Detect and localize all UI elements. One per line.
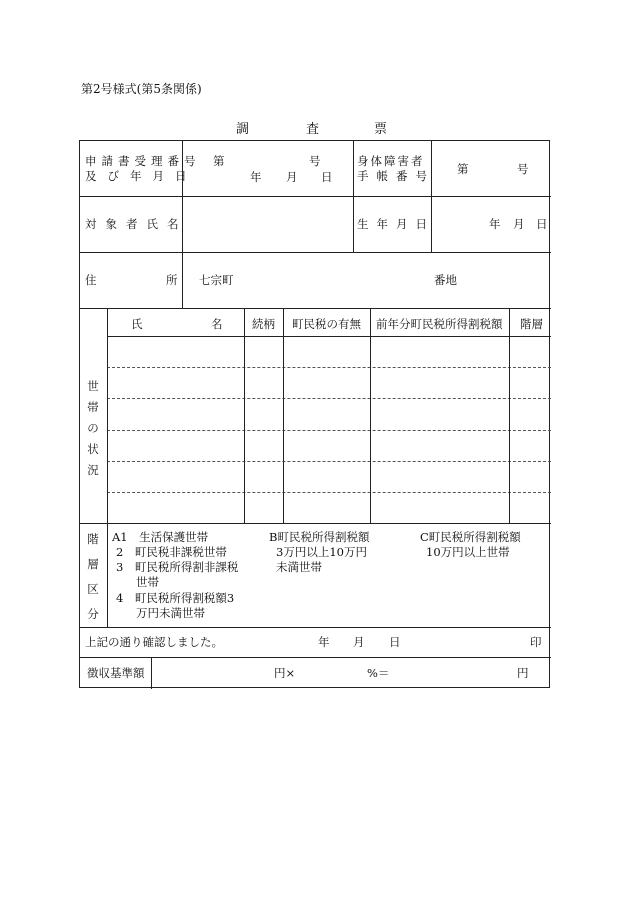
subject-name-label: 対象者氏名 <box>85 217 188 231</box>
header-name-a: 氏 <box>131 317 143 331</box>
collection-percent-eq: %＝ <box>367 666 390 680</box>
col-divider <box>509 308 510 523</box>
receipt-label-line1: 申請書受理番号 <box>85 154 201 168</box>
tier-a2: 2 町民税非課税世帯 <box>116 545 227 559</box>
tier-side-label: 階層区分 <box>87 532 99 621</box>
tier-b-line2: 3万円以上10万円 <box>276 545 367 559</box>
tier-a1: A1 生活保護世帯 <box>112 530 209 544</box>
address-label-a: 住 <box>85 273 97 287</box>
tier-b-line3: 未満世帯 <box>276 560 322 574</box>
survey-table <box>79 140 550 688</box>
receipt-year: 年 <box>250 170 262 184</box>
tier-a3-line1: 3 町民税所得割非課税 <box>116 560 239 574</box>
col-divider <box>151 657 152 689</box>
header-name-b: 名 <box>211 317 223 331</box>
title-char-2: 査 <box>306 122 320 137</box>
confirm-day: 日 <box>389 635 401 649</box>
row-divider <box>80 523 551 524</box>
receipt-label-line2: 及び年月日 <box>85 169 198 183</box>
collection-yen: 円 <box>517 666 529 680</box>
col-divider <box>431 141 432 252</box>
row-divider <box>80 196 551 197</box>
dashed-row-divider <box>107 430 551 431</box>
confirm-text: 上記の通り確認しました。 <box>85 635 223 649</box>
address-label-b: 所 <box>166 273 178 287</box>
collection-yen-times: 円× <box>274 666 296 680</box>
confirm-month: 月 <box>353 635 365 649</box>
row-divider <box>80 252 551 253</box>
collection-label: 徴収基準額 <box>87 666 145 680</box>
header-prev-tax: 前年分町民税所得割税額 <box>376 317 503 331</box>
confirm-year: 年 <box>318 635 330 649</box>
col-divider <box>107 308 108 627</box>
birth-day: 日 <box>536 217 548 231</box>
disability-label-line1: 身体障害者 <box>357 154 425 168</box>
address-town: 七宗町 <box>199 273 234 287</box>
dashed-row-divider <box>107 367 551 368</box>
dashed-row-divider <box>107 398 551 399</box>
seal-mark: 印 <box>530 635 542 649</box>
header-tier: 階層 <box>520 317 543 331</box>
dashed-row-divider <box>107 461 551 462</box>
title-char-1: 調 <box>236 122 250 137</box>
col-divider <box>370 308 371 523</box>
birth-month: 月 <box>513 217 525 231</box>
dashed-row-divider <box>107 492 551 493</box>
col-divider <box>283 308 284 523</box>
tier-a4-line1: 4 町民税所得割税額3 <box>116 591 235 605</box>
disability-dai: 第 <box>457 162 469 176</box>
address-banchi: 番地 <box>434 273 457 287</box>
col-divider <box>244 308 245 523</box>
header-divider <box>107 336 551 337</box>
row-divider <box>80 308 551 309</box>
disability-go: 号 <box>517 162 529 176</box>
receipt-go: 号 <box>309 154 321 168</box>
receipt-dai: 第 <box>213 154 225 168</box>
row-divider <box>80 627 551 628</box>
household-side-label: 世帯の状況 <box>87 379 99 477</box>
tier-c-line1: C町民税所得割税額 <box>420 530 521 544</box>
receipt-month: 月 <box>286 170 298 184</box>
form-reference: 第2号様式(第5条関係) <box>81 82 202 96</box>
tier-b-line1: B町民税所得割税額 <box>269 530 370 544</box>
tier-a3-line2: 世帯 <box>136 575 159 589</box>
receipt-day: 日 <box>321 170 333 184</box>
header-relation: 続柄 <box>252 317 275 331</box>
birthdate-label: 生年月日 <box>357 217 435 231</box>
title-char-3: 票 <box>374 122 388 137</box>
tier-a4-line2: 万円未満世帯 <box>136 606 205 620</box>
col-divider <box>353 141 354 252</box>
header-tax-status: 町民税の有無 <box>292 317 361 331</box>
birth-year: 年 <box>489 217 501 231</box>
tier-c-line2: 10万円以上世帯 <box>426 545 510 559</box>
disability-label-line2: 手帳番号 <box>357 169 435 183</box>
